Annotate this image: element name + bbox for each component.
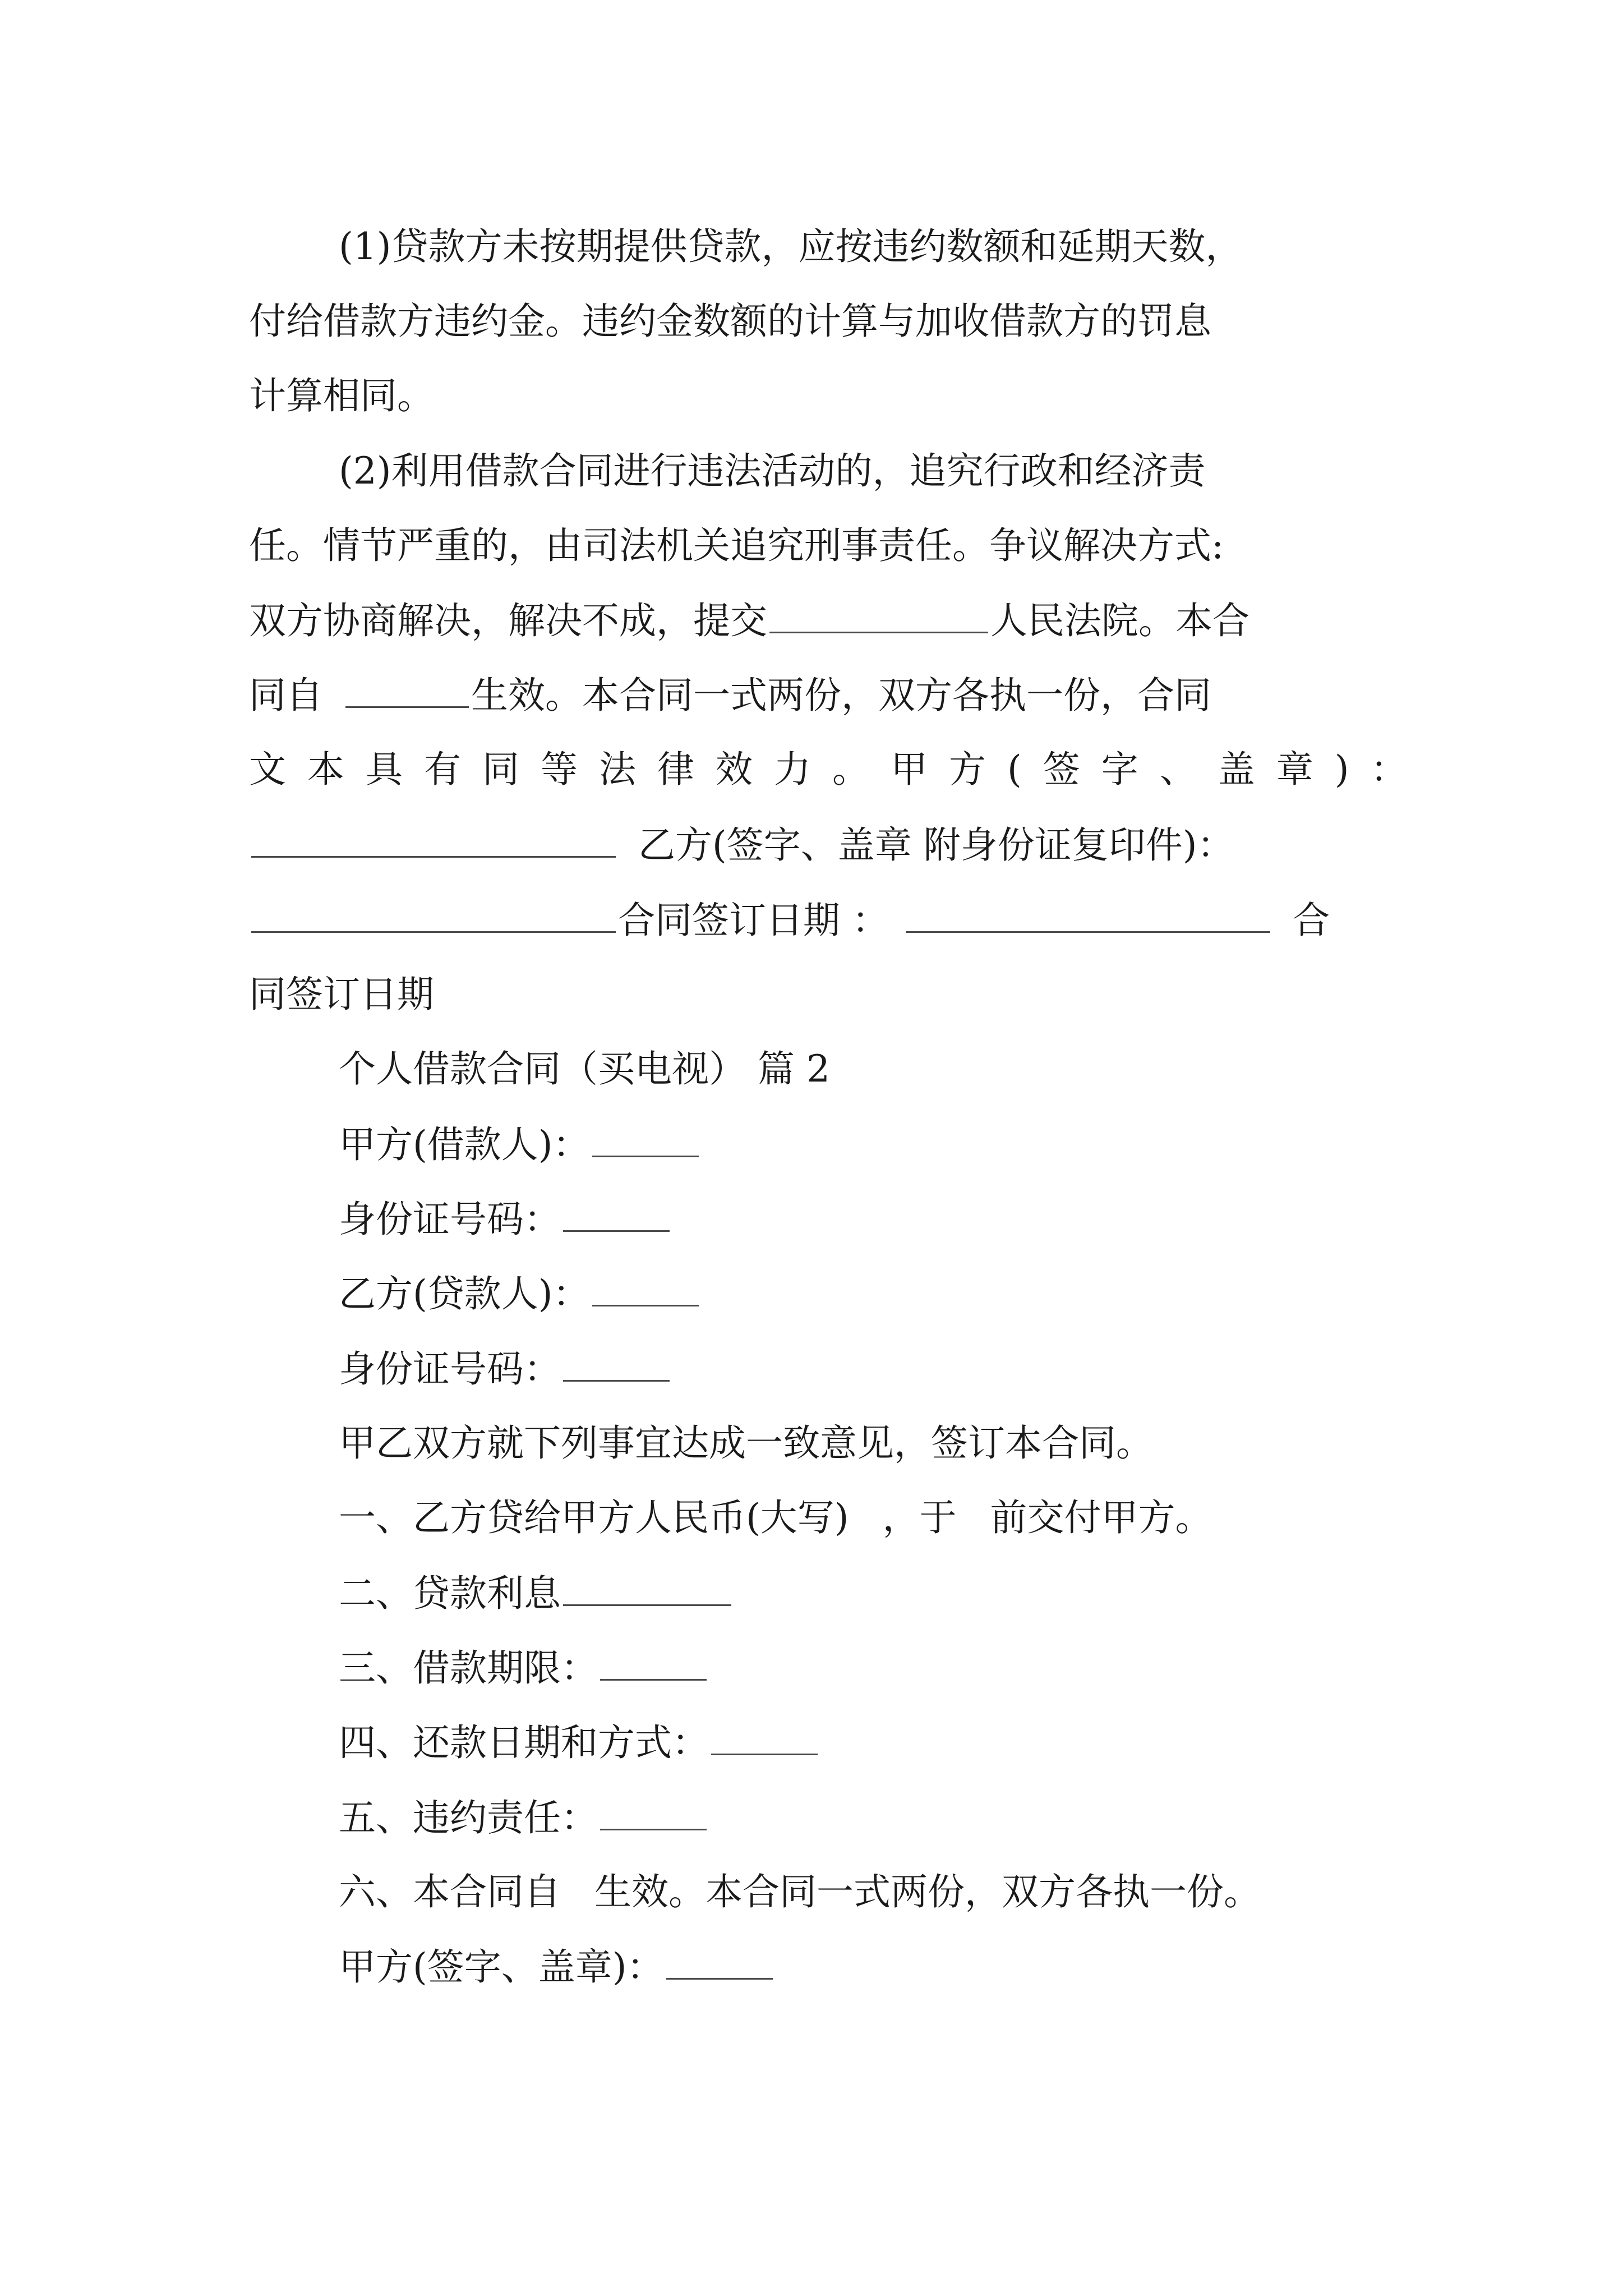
text-fragment: 二、贷款利息 bbox=[339, 1572, 561, 1615]
repayment-blank bbox=[711, 1720, 818, 1755]
party-a-signature-blank bbox=[251, 822, 616, 858]
sign-a-line bbox=[339, 1944, 775, 1990]
text-fragment: 乙方(签字、盖章 附身份证复印件)： bbox=[638, 823, 1234, 867]
paragraph-2-line-1: (2)利用借款合同进行违法活动的，追究行政和经济责 bbox=[339, 449, 1206, 493]
text-fragment: 生效。本合同一式两份，双方各执一份，合同 bbox=[471, 674, 1211, 717]
signing-date-blank bbox=[906, 898, 1270, 933]
item-4-line bbox=[339, 1720, 820, 1765]
paragraph-2-line-4 bbox=[249, 673, 1211, 718]
text-fragment: 双方协商解决，解决不成，提交 bbox=[249, 599, 767, 642]
paragraph-2-line-3 bbox=[249, 598, 1249, 643]
paragraph-2-line-2: 任。情节严重的，由司法机关追究刑事责任。争议解决方式: bbox=[249, 524, 1224, 567]
liability-blank bbox=[600, 1795, 707, 1830]
id-a-line bbox=[339, 1197, 672, 1242]
id-b-line bbox=[339, 1346, 672, 1392]
sign-a-blank bbox=[666, 1944, 773, 1980]
paragraph-2-line-6 bbox=[249, 822, 1234, 868]
party-b-blank bbox=[592, 1271, 699, 1306]
text-fragment: 前交付甲方。 bbox=[990, 1496, 1212, 1539]
text-fragment: 甲方(借款人)： bbox=[339, 1123, 590, 1166]
text-fragment: 合同签订日期 ： bbox=[618, 899, 889, 942]
paragraph-1-line-2: 付给借款方违约金。违约金数额的计算与加收借款方的罚息 bbox=[249, 300, 1211, 343]
court-blank bbox=[769, 598, 988, 633]
section-2-title: 个人借款合同（买电视） 篇 2 bbox=[339, 1047, 830, 1091]
text-fragment: 同自 bbox=[249, 674, 323, 717]
party-b-line bbox=[339, 1271, 701, 1317]
id-b-blank bbox=[563, 1346, 670, 1382]
item-1-line bbox=[339, 1496, 1212, 1540]
interest-blank bbox=[563, 1571, 731, 1606]
text-fragment: 四、还款日期和方式： bbox=[339, 1721, 709, 1764]
paragraph-1-line-3: 计算相同。 bbox=[249, 374, 434, 417]
paragraph-1-line-1: (1)贷款方未按期提供贷款，应按违约数额和延期天数， bbox=[339, 225, 1243, 268]
party-a-line bbox=[339, 1122, 701, 1167]
id-a-blank bbox=[563, 1197, 670, 1232]
text-fragment: 三、借款期限： bbox=[339, 1646, 598, 1690]
item-6-line bbox=[339, 1870, 1261, 1915]
text-fragment: 生效。本合同一式两份，双方各执一份。 bbox=[594, 1870, 1261, 1913]
effective-date-blank bbox=[345, 673, 469, 708]
text-fragment: ，于 bbox=[882, 1496, 957, 1539]
item-3-line bbox=[339, 1645, 709, 1691]
text-fragment: 六、本合同自 bbox=[339, 1870, 561, 1913]
text-fragment: 乙方(贷款人)： bbox=[339, 1272, 590, 1315]
text-fragment: 身份证号码： bbox=[339, 1347, 561, 1391]
paragraph-2-line-7 bbox=[249, 898, 1330, 943]
party-a-blank bbox=[592, 1122, 699, 1157]
text-fragment: 甲方(签字、盖章)： bbox=[339, 1945, 664, 1989]
agreement-line: 甲乙双方就下列事宜达成一致意见，签订本合同。 bbox=[339, 1421, 1153, 1465]
item-5-line bbox=[339, 1795, 709, 1841]
text-fragment: 人民法院。本合 bbox=[990, 599, 1249, 642]
text-fragment: 合 bbox=[1292, 899, 1330, 942]
text-fragment: 五、违约责任： bbox=[339, 1796, 598, 1839]
party-b-signature-blank bbox=[251, 898, 616, 933]
term-blank bbox=[600, 1645, 707, 1681]
text-fragment: 一、乙方贷给甲方人民币(大写) bbox=[339, 1496, 849, 1539]
paragraph-2-line-5: 文本具有同等法律效力。甲方(签字、盖章)： bbox=[249, 748, 1429, 791]
item-2-line bbox=[339, 1571, 734, 1616]
text-fragment: 身份证号码： bbox=[339, 1198, 561, 1241]
paragraph-2-line-8: 同签订日期 bbox=[249, 973, 434, 1016]
